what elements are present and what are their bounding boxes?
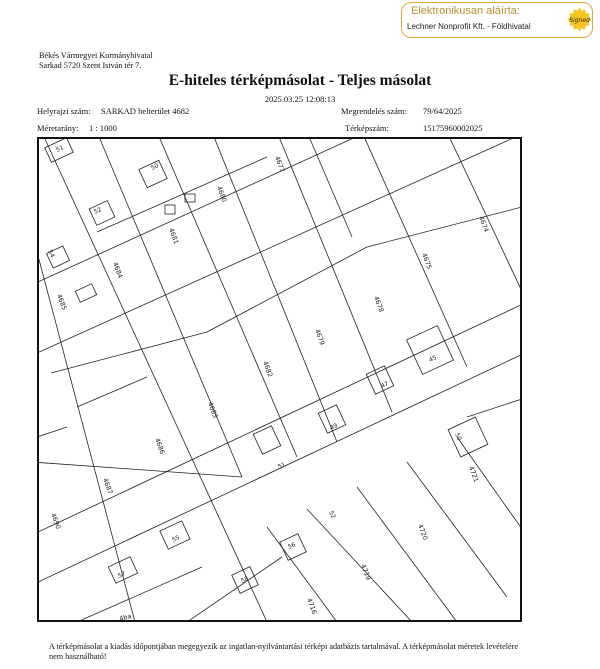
footer-note: A térképmásolat a kiadás időpontjában megegyezik az ingatlan-nyilvántartási térképi adatbázis tartalmával. A térképmásolat méretek levételére nem használható!: [49, 642, 518, 661]
building: [253, 426, 280, 454]
parcel-number: 4687: [101, 476, 115, 496]
building: [448, 417, 488, 457]
house-number: 47: [379, 380, 390, 390]
scale-value: 1 : 1000: [89, 123, 117, 133]
building: [89, 201, 115, 226]
parcel-number: 4675: [420, 251, 434, 271]
parcel-number: 4690: [49, 511, 63, 531]
signature-signer: Lechner Nonprofit Kft. - Földhivatal: [407, 22, 531, 31]
building: [407, 326, 454, 375]
house-number: 54: [46, 248, 56, 259]
building: [366, 366, 393, 394]
house-number: 49: [328, 422, 339, 432]
parcel-number: 4719: [359, 562, 373, 582]
hrsz-label: Helyrajzi szám:: [37, 106, 91, 116]
parcel-number: 4677: [273, 154, 287, 174]
issuing-office: [39, 51, 153, 71]
building: [75, 284, 96, 302]
house-number: 52: [327, 509, 337, 520]
parcel-number: 4684: [111, 260, 125, 280]
house-number: 51: [54, 144, 65, 154]
parcel-number: 4720: [416, 522, 430, 542]
parcel-number: 4678: [372, 294, 386, 314]
house-number: 58: [239, 575, 250, 585]
house-number: 45: [427, 354, 438, 364]
map-svg: [37, 137, 522, 622]
house-number: 52: [92, 206, 103, 216]
scale-label: Méretarány:: [37, 123, 79, 133]
mapno-label: Térképszám:: [345, 123, 389, 133]
seal-text: Signed: [569, 17, 590, 24]
parcel-number: 4686: [153, 436, 167, 456]
house-number: 57: [116, 570, 127, 580]
office-address: Sarkad 5720 Szent István tér 7.: [39, 61, 142, 70]
house-number: 51: [276, 461, 287, 471]
building: [165, 205, 175, 214]
parcel-number: 4674: [477, 214, 491, 234]
parcel-number: 4679: [313, 327, 327, 347]
parcel-number: 4683: [206, 400, 220, 420]
parcel-number: 4681: [167, 226, 181, 246]
order-label: Megrendelés szám:: [341, 106, 407, 116]
street-edge-upper: [37, 292, 522, 542]
document-title: E-hiteles térképmásolat - Teljes másolat: [168, 72, 432, 89]
signature-box: [401, 2, 593, 38]
house-number: 50: [453, 431, 463, 442]
signature-title: Elektronikusan aláírta:: [411, 5, 520, 17]
seal-icon: [567, 7, 592, 32]
parcel-number: 4682: [261, 359, 275, 379]
parcel-number: 4ba: [118, 612, 133, 622]
house-number: 56: [286, 541, 297, 551]
cadastral-map: [37, 137, 522, 622]
mapno-value: 15175960002025: [423, 123, 483, 133]
map-frame: [38, 138, 521, 621]
house-number: 55: [170, 534, 181, 544]
parcel-number: 4716: [305, 596, 319, 616]
order-value: 79/64/2025: [423, 106, 462, 116]
issue-datetime: 2025.03.25 12:08:13: [264, 94, 336, 104]
parcel-number: 4680: [215, 184, 229, 204]
house-number: 50: [149, 162, 160, 172]
parcel-number: 4721: [467, 464, 481, 484]
parcel-number: 4685: [55, 292, 69, 312]
hrsz-value: SARKAD belterület 4682: [101, 106, 190, 116]
office-name: Békés Vármegyei Kormányhivatal: [39, 51, 153, 60]
